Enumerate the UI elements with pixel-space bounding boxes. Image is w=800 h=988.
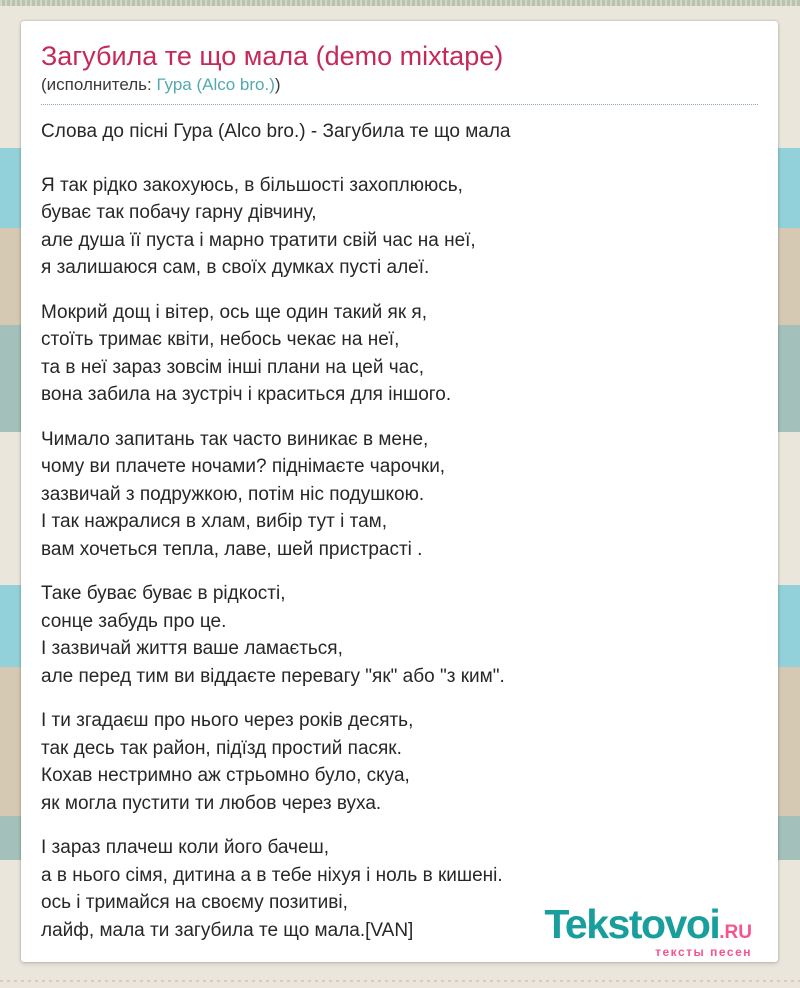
content-card <box>21 21 778 962</box>
lyrics-verse: І зараз плачеш коли його бачеш, а в нього сімя, дитина а в тебе ніхуя і ноль в кишені. ось і тримайся на своєму позитиві, лайф, мала ти загубила те що мала.[VAN] <box>41 837 503 941</box>
background-top-edge <box>0 0 800 6</box>
background-bottom-dots <box>0 980 800 982</box>
logo-row <box>544 901 752 947</box>
lyrics-verse: Мокрий дощ і вітер, ось ще один такий як я, стоїть тримає квіти, небось чекає на неї, та в неї зараз зовсім інші плани на цей час, вона забила на зустріч і краситься для іншого. <box>41 301 452 405</box>
artist-suffix: ) <box>274 75 281 94</box>
logo-tagline: тексты песен <box>655 945 752 959</box>
lyrics-verse: Я так рідко закохуюсь, в більшості захоплююсь, буває так побачу гарну дівчину, але душа її пуста і марно тратити свій час на неї, я залишаюся сам, в своїх думках пусті алеї. <box>41 174 476 278</box>
logo-brand-text: Tekstovoi <box>544 901 720 947</box>
lyrics-intro-line: Слова до пісні Гура (Alco bro.) - Загубила те що мала <box>41 121 511 142</box>
song-title: Загубила те що мала (demo mixtape) <box>41 41 504 71</box>
lyrics-verse: І ти згадаєш про нього через років десять, так десь так район, підїзд простий пасяк. Кохав нестримно аж стрьомно було, скуа, як могла пустити ти любов через вуха. <box>41 710 414 814</box>
site-logo-link[interactable] <box>544 901 752 959</box>
artist-prefix: (исполнитель: <box>41 75 157 94</box>
lyrics-verse: Таке буває буває в рідкості, сонце забудь про це. І зазвичай життя ваше ламається, але перед тим ви віддаєте перевагу "як" або "з ким". <box>41 583 505 687</box>
logo-domain-text: .RU <box>719 922 752 943</box>
artist-line <box>41 75 758 105</box>
lyrics-verse: Чимало запитань так часто виникає в мене, чому ви плачете ночами? піднімаєте чарочки, зазвичай з подружкою, потім ніс подушкою. І так нажралися в хлам, вибір тут і там, вам хочеться тепла, лаве, шей пристрасті . <box>41 428 446 560</box>
artist-link[interactable]: Гура (Alco bro.) <box>156 75 275 94</box>
lyrics-body <box>41 118 758 944</box>
